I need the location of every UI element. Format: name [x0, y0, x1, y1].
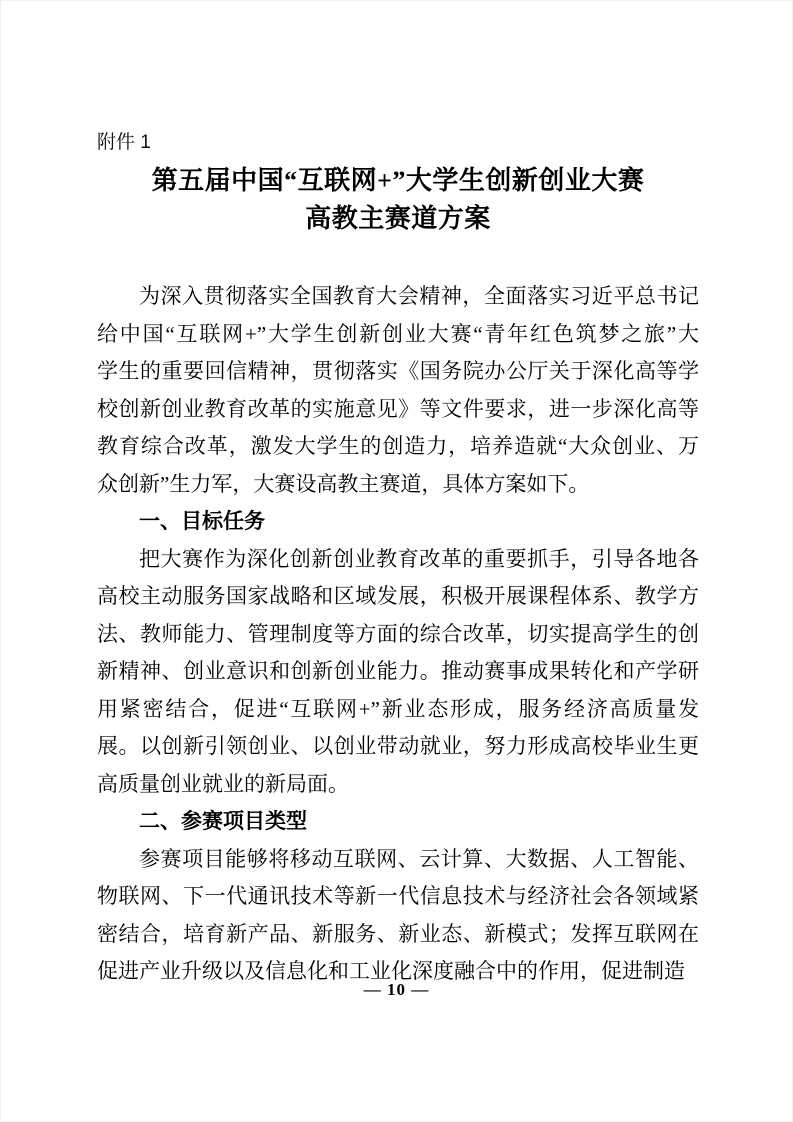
paragraph-line: 用紧密结合，促进“互联网+”新业态形成，服务经济高质量发 — [97, 696, 699, 721]
paragraph-3 — [97, 841, 699, 991]
paragraph-line: 学生的重要回信精神，贯彻落实《国务院办公厅关于深化高等学 — [97, 359, 699, 383]
document-title-line-1: 第五届中国“互联网+”大学生创新创业大赛 — [151, 166, 645, 195]
paragraph-line: 众创新”生力军，大赛设高教主赛道，具体方案如下。 — [97, 471, 590, 496]
paragraph-line: 新精神、创业意识和创新创业能力。推动赛事成果转化和产学研 — [97, 659, 699, 683]
document-title-line-2: 高教主赛道方案 — [305, 204, 491, 233]
paragraph-line: 促进产业升级以及信息化和工业化深度融合中的作用，促进制造 — [97, 959, 685, 983]
document-title — [97, 162, 699, 238]
paragraph-line: 把大赛作为深化创新创业教育改革的重要抓手，引导各地各 — [139, 546, 699, 571]
paragraph-line: 高校主动服务国家战略和区域发展，积极开展课程体系、教学方 — [97, 584, 699, 608]
section-heading-1: 一、目标任务 — [139, 510, 265, 533]
paragraph-line: 法、教师能力、管理制度等方面的综合改革，切实提高学生的创 — [97, 621, 699, 646]
paragraph-line: 参赛项目能够将移动互联网、云计算、大数据、人工智能、 — [139, 846, 699, 871]
paragraph-line: 展。以创新引领创业、以创业带动就业，努力形成高校毕业生更 — [97, 734, 699, 758]
paragraph-line: 为深入贯彻落实全国教育大会精神，全面落实习近平总书记 — [139, 284, 699, 308]
paragraph-1 — [97, 278, 699, 503]
paragraph-line: 教育综合改革，激发大学生的创造力，培养造就“大众创业、万 — [97, 434, 699, 458]
paragraph-line: 密结合，培育新产品、新服务、新业态、新模式；发挥互联网在 — [97, 921, 699, 946]
paragraph-2 — [97, 541, 699, 804]
attachment-label: 附件 1 — [97, 132, 151, 153]
paragraph-line: 物联网、下一代通讯技术等新一代信息技术与经济社会各领域紧 — [97, 884, 699, 908]
paragraph-line: 校创新创业教育改革的实施意见》等文件要求，进一步深化高等 — [97, 396, 699, 421]
page-number: — 10 — — [363, 980, 430, 999]
section-heading-2: 二、参赛项目类型 — [139, 810, 307, 833]
document-body — [97, 278, 699, 991]
paragraph-line: 给中国“互联网+”大学生创新创业大赛“青年红色筑梦之旅”大 — [97, 321, 699, 346]
paragraph-line: 高质量创业就业的新局面。 — [97, 771, 349, 796]
